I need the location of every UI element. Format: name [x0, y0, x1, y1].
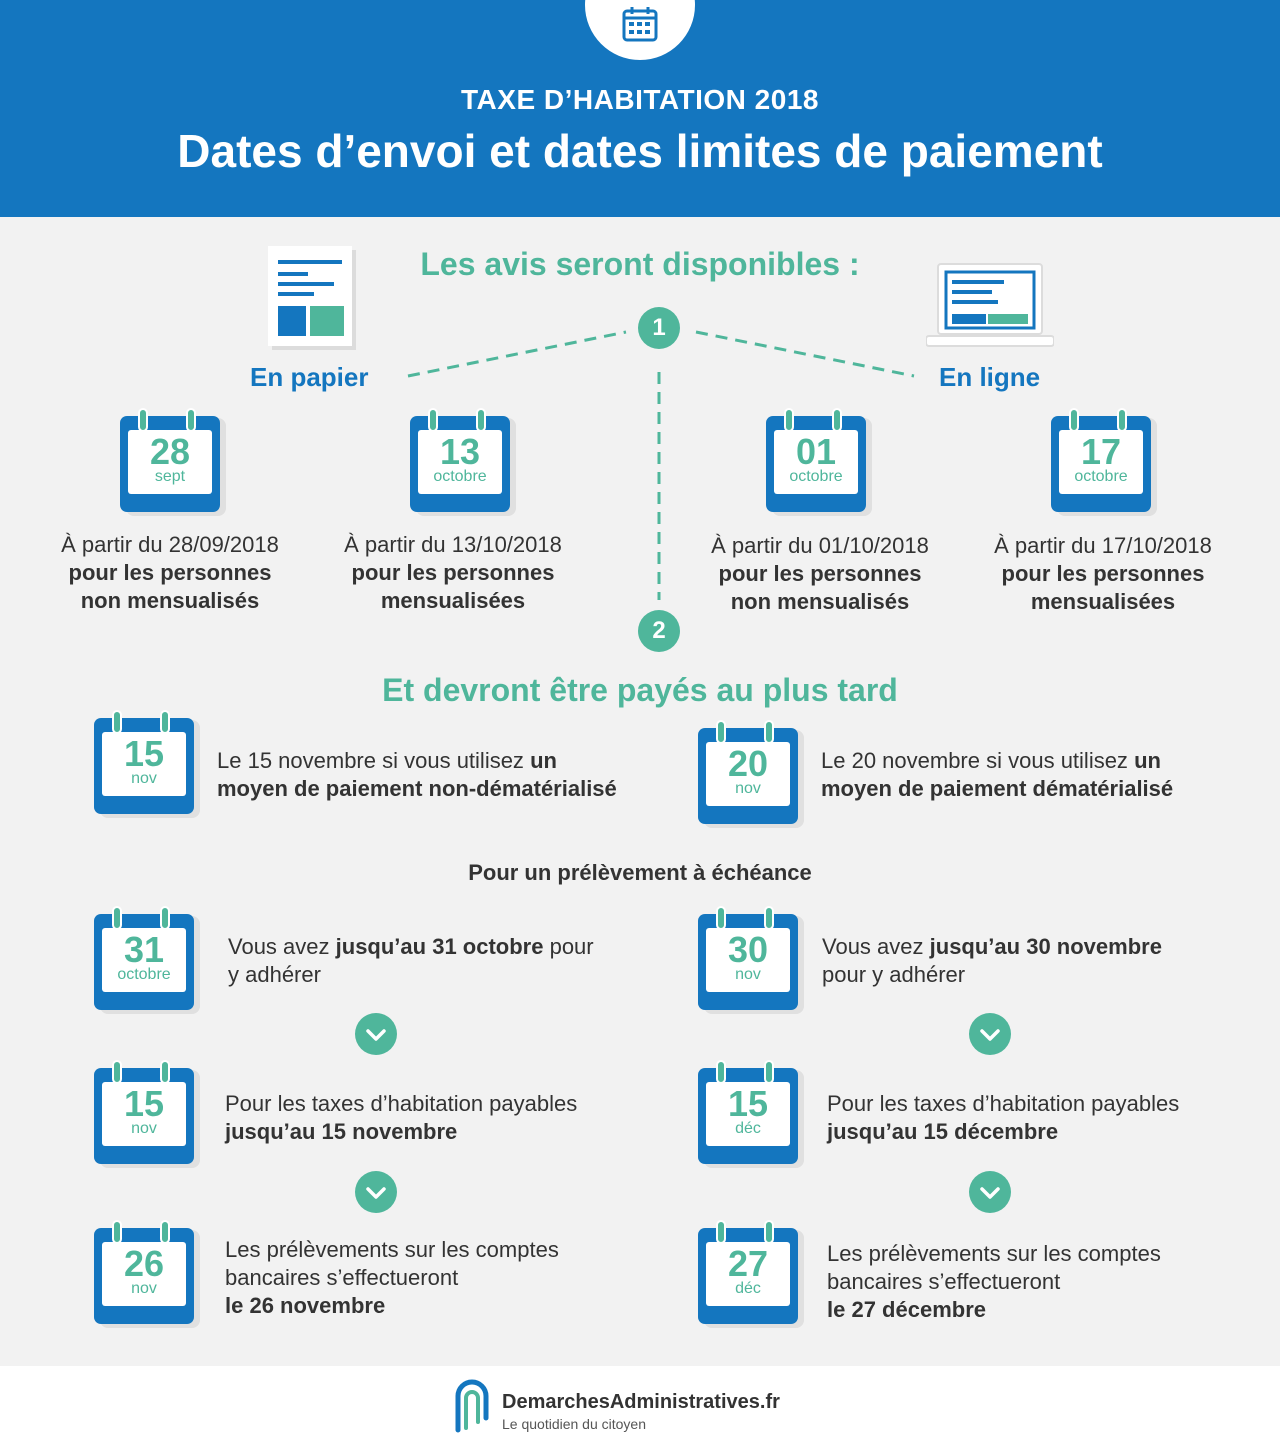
debit-step-text: [822, 933, 1242, 989]
availability-audience: pour les personnes: [1001, 561, 1205, 586]
brand-name: DemarchesAdministratives.fr: [502, 1391, 780, 1413]
calendar-day: 13: [439, 431, 481, 472]
brand-tagline: Le quotidien du citoyen: [502, 1416, 646, 1432]
calendar-day: 01: [795, 431, 837, 472]
calendar-month: nov: [131, 1280, 157, 1297]
payment-text: Le 15 novembre si vous utilisez: [217, 748, 531, 773]
calendar-badge: [698, 720, 802, 828]
payment-method: moyen de paiement non-dématérialisé: [217, 776, 617, 801]
chevron-down-icon: [355, 1171, 397, 1213]
calendar-badge: [120, 408, 224, 516]
availability-audience-type: mensualisées: [1030, 589, 1176, 614]
payment-right-text: [821, 747, 1251, 803]
calendar-badge: [94, 1220, 198, 1328]
calendar-day: 28: [149, 431, 191, 472]
availability-text: [680, 532, 960, 616]
debit-text: Vous avez: [822, 934, 930, 959]
calendar-month: octobre: [117, 966, 171, 983]
debit-text: pour: [543, 934, 594, 959]
calendar-badge: [94, 906, 198, 1014]
availability-date: À partir du 17/10/2018: [994, 533, 1212, 558]
debit-deadline: jusqu’au 15 décembre: [827, 1119, 1059, 1144]
brand-logo-icon: [450, 1378, 494, 1438]
debit-step-text: [225, 1090, 655, 1146]
calendar-month: déc: [735, 1280, 761, 1297]
calendar-badge: [698, 1060, 802, 1168]
calendar-day: 20: [727, 743, 769, 784]
direct-debit-title: Pour un prélèvement à échéance: [468, 860, 812, 885]
debit-text: Pour les taxes d’habitation payables: [827, 1091, 1180, 1116]
debit-text: y adhérer: [228, 962, 321, 987]
availability-audience: pour les personnes: [68, 560, 272, 585]
availability-audience-type: non mensualisés: [730, 589, 910, 614]
availability-audience: pour les personnes: [718, 561, 922, 586]
calendar-badge: [766, 408, 870, 516]
calendar-badge: [94, 710, 198, 818]
calendar-month: déc: [735, 1120, 761, 1137]
page-title: Dates d’envoi et dates limites de paiement: [177, 125, 1103, 177]
availability-audience-type: mensualisées: [380, 588, 526, 613]
calendar-day: 15: [123, 733, 165, 774]
debit-text: Vous avez: [228, 934, 336, 959]
calendar-day: 15: [727, 1083, 769, 1124]
availability-text: [963, 532, 1243, 616]
debit-step-text: [827, 1090, 1257, 1146]
calendar-month: octobre: [433, 468, 487, 485]
calendar-month: nov: [131, 1120, 157, 1137]
payment-title: Et devront être payés au plus tard: [382, 672, 898, 708]
availability-text: [30, 531, 310, 615]
header-kicker: TAXE D’HABITATION 2018: [461, 84, 819, 115]
calendar-badge: [410, 408, 514, 516]
calendar-month: nov: [735, 780, 761, 797]
debit-text: bancaires s’effectueront: [827, 1269, 1061, 1294]
step-2-badge: 2: [638, 610, 680, 652]
calendar-day: 31: [123, 929, 165, 970]
availability-title: Les avis seront disponibles :: [420, 246, 860, 282]
calendar-day: 27: [727, 1243, 769, 1284]
availability-audience-type: non mensualisés: [80, 588, 260, 613]
payment-text-bold: un: [530, 748, 557, 773]
availability-audience: pour les personnes: [351, 560, 555, 585]
debit-text: Les prélèvements sur les comptes: [225, 1237, 559, 1262]
chevron-down-icon: [969, 1013, 1011, 1055]
debit-deadline: le 27 décembre: [827, 1297, 986, 1322]
debit-step-text: [827, 1240, 1257, 1324]
payment-text-bold: un: [1134, 748, 1161, 773]
calendar-badge: [698, 906, 802, 1014]
debit-text: Les prélèvements sur les comptes: [827, 1241, 1161, 1266]
calendar-month: sept: [154, 468, 186, 485]
debit-deadline: jusqu’au 31 octobre: [335, 934, 544, 959]
payment-method: moyen de paiement dématérialisé: [821, 776, 1174, 801]
availability-date: À partir du 13/10/2018: [344, 532, 562, 557]
calendar-day: 26: [123, 1243, 165, 1284]
calendar-day: 15: [123, 1083, 165, 1124]
debit-deadline: jusqu’au 30 novembre: [929, 934, 1162, 959]
chevron-down-icon: [969, 1171, 1011, 1213]
chevron-down-icon: [355, 1013, 397, 1055]
debit-deadline: jusqu’au 15 novembre: [225, 1119, 458, 1144]
debit-text: Pour les taxes d’habitation payables: [225, 1091, 578, 1116]
debit-step-text: [225, 1236, 655, 1320]
debit-text: bancaires s’effectueront: [225, 1265, 459, 1290]
calendar-month: octobre: [1074, 468, 1128, 485]
payment-left-text: [217, 747, 687, 803]
debit-deadline: le 26 novembre: [225, 1293, 386, 1318]
debit-step-text: [228, 933, 648, 989]
payment-text: Le 20 novembre si vous utilisez: [821, 748, 1135, 773]
calendar-day: 30: [727, 929, 769, 970]
availability-date: À partir du 28/09/2018: [61, 532, 279, 557]
availability-date: À partir du 01/10/2018: [711, 533, 929, 558]
calendar-badge: [1051, 408, 1155, 516]
calendar-day: 17: [1080, 431, 1122, 472]
online-label: En ligne: [939, 362, 1041, 392]
calendar-month: nov: [735, 966, 761, 983]
availability-text: [313, 531, 593, 615]
calendar-badge: [698, 1220, 802, 1328]
step-1-badge: 1: [638, 307, 680, 349]
calendar-month: octobre: [789, 468, 843, 485]
calendar-badge: [94, 1060, 198, 1168]
debit-text: pour y adhérer: [822, 962, 966, 987]
paper-label: En papier: [250, 362, 369, 392]
calendar-month: nov: [131, 770, 157, 787]
